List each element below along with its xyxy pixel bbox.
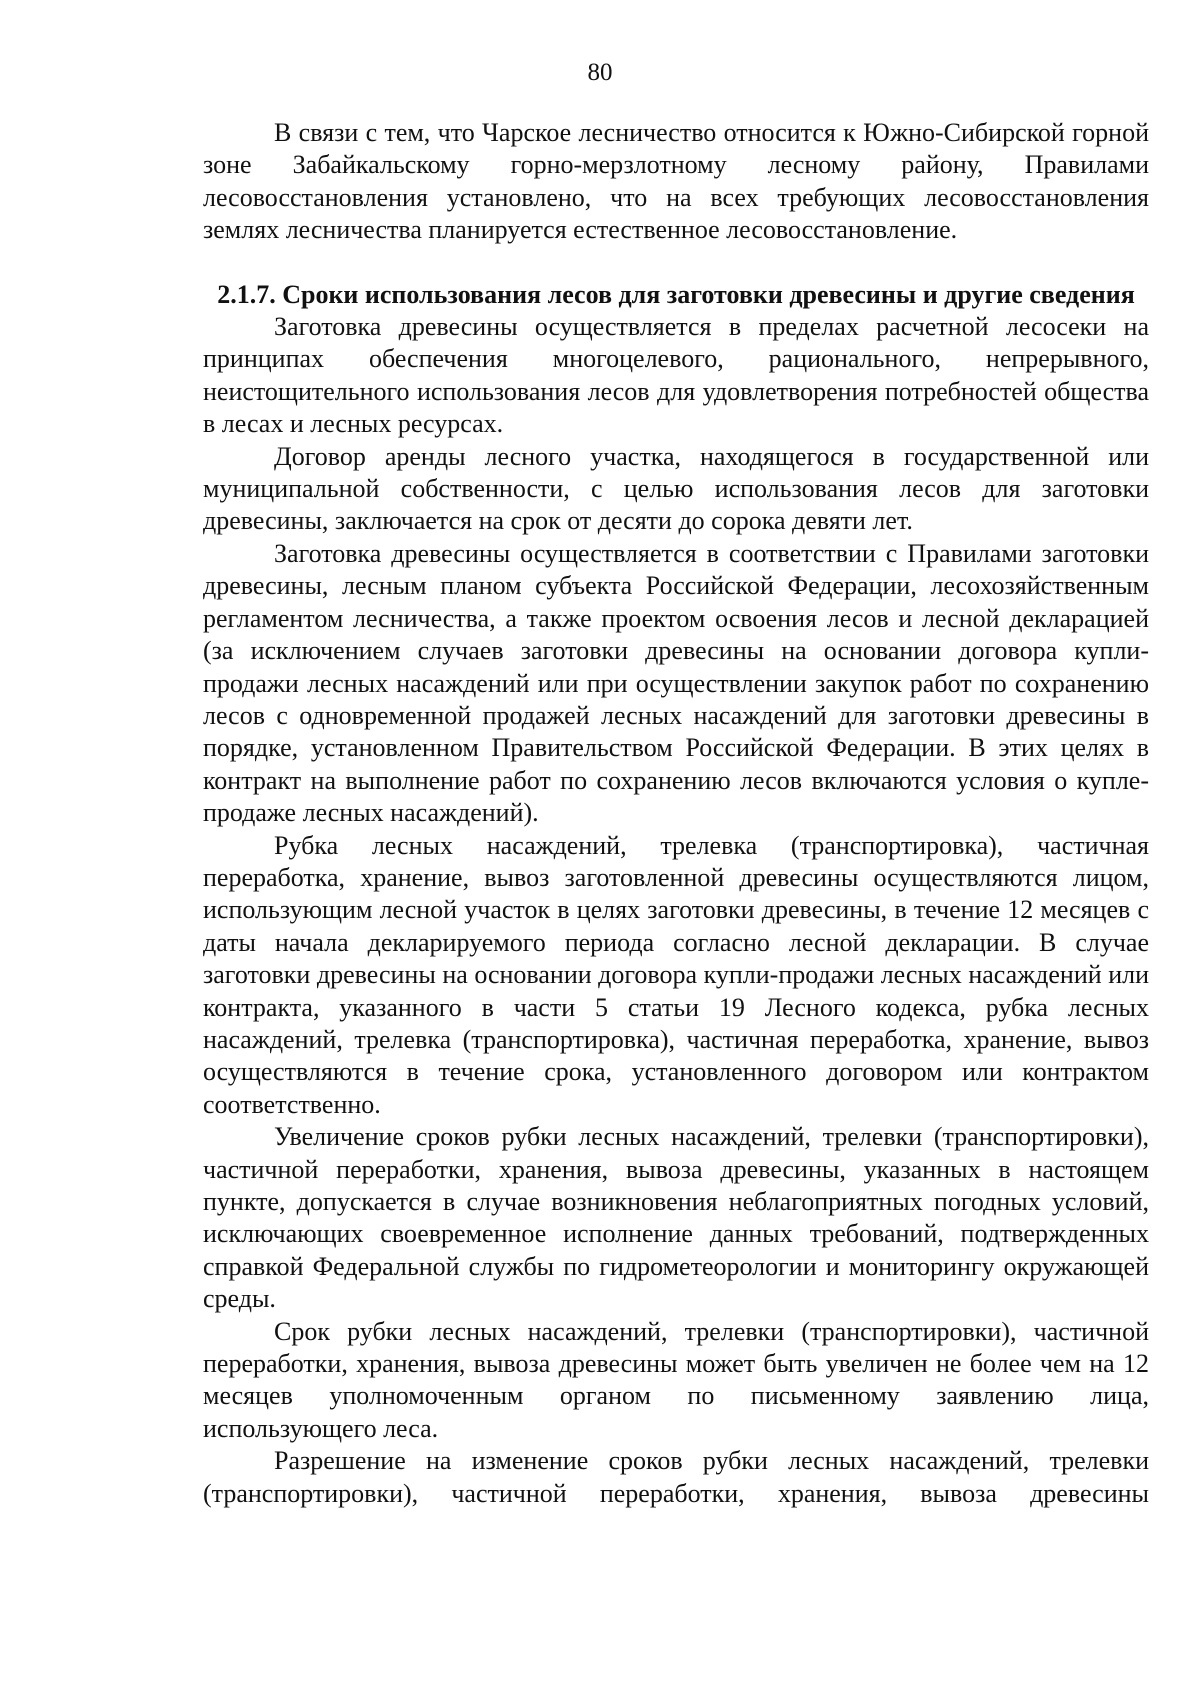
- page-number: 80: [587, 59, 613, 86]
- paragraph-lease-agreement: Договор аренды лесного участка, находящегося в государственной или муниципальной собственности, с целью использования лесов для заготовки древесины, заключается на срок от десяти до сорока девяти лет.: [203, 441, 1149, 536]
- paragraph-term-change-permission: Разрешение на изменение сроков рубки лесных насаждений, трелевки (транспортировки), частичной переработки, хранения, вывоза древесины: [203, 1446, 1149, 1508]
- paragraph-term-extension-weather: Увеличение сроков рубки лесных насаждений, трелевки (транспортировки), частичной переработки, хранения, вывоза древесины, указанных в настоящем пункте, допускается в случае возникновения неблагоприятных погодных условий, исключающих своевременное исполнение данных требований, подтвержденных справкой Федеральной службы по гидрометеорологии и мониторингу окружающей среды.: [203, 1122, 1149, 1314]
- paragraph-harvest-limits: Заготовка древесины осуществляется в пределах расчетной лесосеки на принципах обеспечения многоцелевого, рационального, непрерывного, неистощительного использования лесов для удовлетворения потребностей общества в лесах и лесных ресурсах.: [203, 312, 1149, 439]
- paragraph-felling-timeline: Рубка лесных насаждений, трелевка (транспортировка), частичная переработка, хранение, вывоз заготовленной древесины осуществляются лицом, использующим лесной участок в целях заготовки древесины, в течение 12 месяцев с даты начала декларируемого периода согласно лесной декларации. В случае заготовки древесины на основании договора купли-продажи лесных насаждений или контракта, указанного в части 5 статьи 19 Лесного кодекса, рубка лесных насаждений, трелевка (транспортировка), частичная переработка, хранение, вывоз осуществляются в течение срока, установленного договором или контрактом соответственно.: [203, 830, 1149, 1119]
- page-content: [203, 117, 1149, 1510]
- section-heading: 2.1.7. Сроки использования лесов для заготовки древесины и другие сведения: [217, 279, 1135, 309]
- paragraph-harvest-rules: Заготовка древесины осуществляется в соответствии с Правилами заготовки древесины, лесным планом субъекта Российской Федерации, лесохозяйственным регламентом лесничества, а также проектом освоения лесов и лесной декларацией (за исключением случаев заготовки древесины на основании договора купли-продажи лесных насаждений или при осуществлении закупок работ по сохранению лесов с одновременной продажей лесных насаждений для заготовки древесины в порядке, установленном Правительством Российской Федерации. В этих целях в контракт на выполнение работ по сохранению лесов включаются условия о купле-продаже лесных насаждений).: [203, 538, 1149, 828]
- paragraph-term-extension-application: Срок рубки лесных насаждений, трелевки (транспортировки), частичной переработки, хранения, вывоза древесины может быть увеличен не более чем на 12 месяцев уполномоченным органом по письменному заявлению лица, использующего леса.: [203, 1316, 1149, 1443]
- intro-paragraph: В связи с тем, что Чарское лесничество относится к Южно-Сибирской горной зоне Забайкальскому горно-мерзлотному лесному району, Правилами лесовосстановления установлено, что на всех требующих лесовосстановления землях лесничества планируется естественное лесовосстановление.: [203, 118, 1149, 245]
